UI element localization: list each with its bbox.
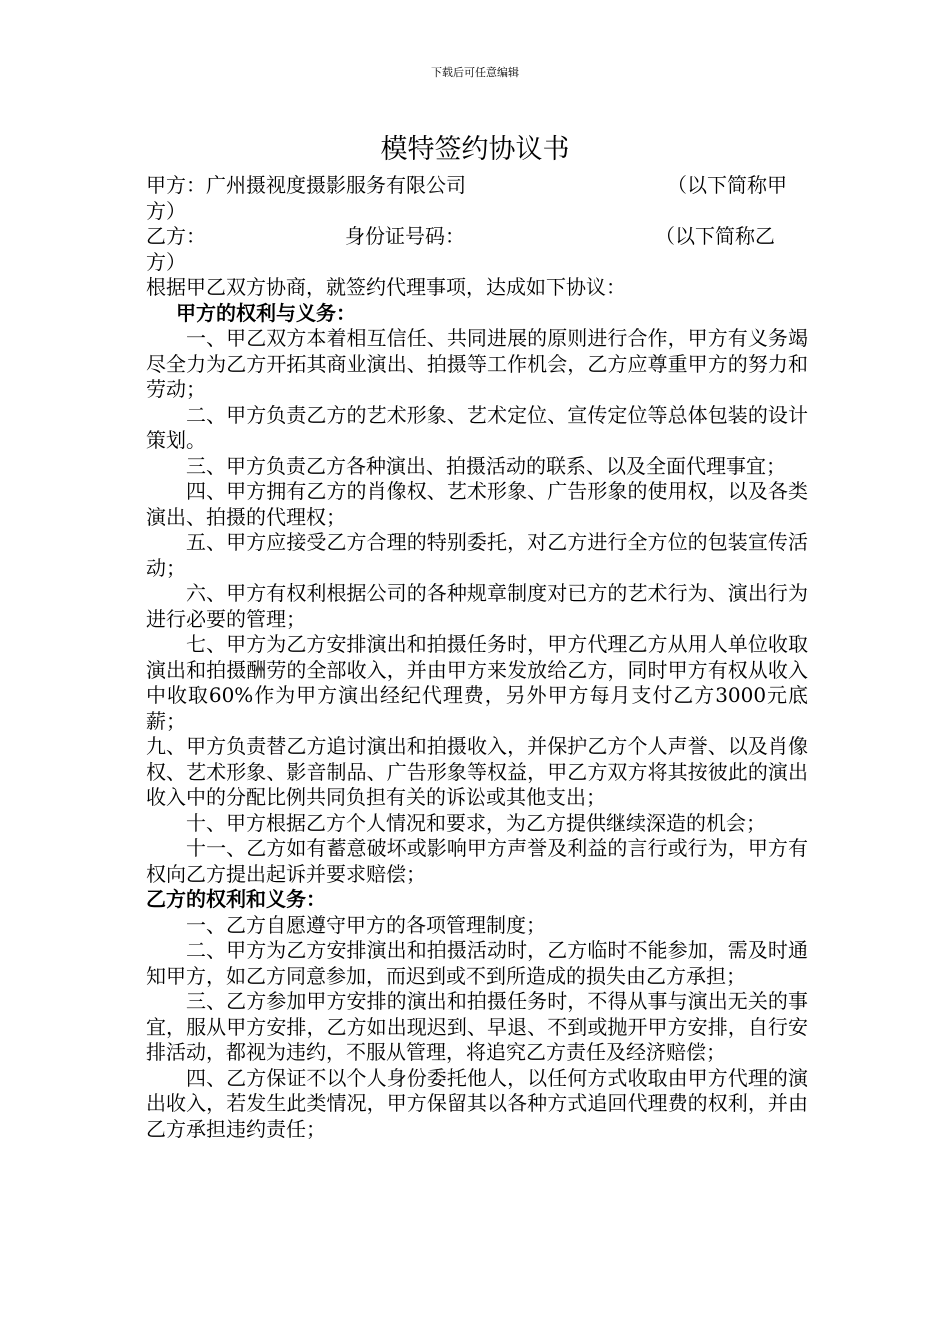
section-a-item: 七、甲方为乙方安排演出和拍摄任务时，甲方代理乙方从用人单位收取演出和拍摄酬劳的全部收入，并由甲方来发放给乙方，同时甲方有权从收入中收取60%作为甲方演出经纪代理费，另外甲方每月支付乙方3000元底薪； [146,632,808,733]
section-b-item: 四、乙方保证不以个人身份委托他人，以任何方式收取由甲方代理的演出收入，若发生此类情况，甲方保留其以各种方式追回代理费的权利，并由乙方承担违约责任； [146,1065,808,1141]
section-a-item-nine: 九、甲方负责替乙方追讨演出和拍摄收入，并保护乙方个人声誉、以及肖像权、艺术形象、影音制品、广告形象等权益，甲乙方双方将其按彼此的演出收入中的分配比例共同负担有关的诉讼或其他支出； [146,734,808,809]
document-body [146,173,808,1142]
section-a-item: 三、甲方负责乙方各种演出、拍摄活动的联系、以及全面代理事宜； [186,453,786,478]
section-a-item: 二、甲方负责乙方的艺术形象、艺术定位、宣传定位等总体包装的设计策划。 [146,402,808,452]
section-a-heading: 甲方的权利与义务： [176,300,356,325]
party-b-id-label: 身份证号码： [345,224,465,248]
section-b-item: 二、甲方为乙方安排演出和拍摄活动时，乙方临时不能参加，需及时通知甲方，如乙方同意参加，而迟到或不到所造成的损失由乙方承担； [146,938,808,988]
header-note: 下载后可任意编辑 [431,66,519,79]
party-b-abbr-end: 方） [146,249,186,274]
party-a-label: 甲方：广州摄视度摄影服务有限公司 [146,173,466,197]
party-a-line [146,173,808,224]
party-a-abbr-start: （以下简称甲 [667,173,787,197]
section-a-item: 五、甲方应接受乙方合理的特别委托，对乙方进行全方位的包装宣传活动； [146,530,808,580]
party-b-line [146,224,808,275]
section-a-item: 十、甲方根据乙方个人情况和要求，为乙方提供继续深造的机会； [186,810,766,835]
intro-paragraph: 根据甲乙双方协商，就签约代理事项，达成如下协议： [146,275,626,299]
section-b-heading: 乙方的权利和义务： [146,887,326,911]
party-b-label: 乙方： [146,224,206,248]
section-b-item: 一、乙方自愿遵守甲方的各项管理制度； [186,912,546,937]
party-a-abbr-end: 方） [146,198,186,223]
party-b-abbr-start: （以下简称乙 [655,224,775,248]
document-title: 模特签约协议书 [380,134,570,165]
section-b-item: 三、乙方参加甲方安排的演出和拍摄任务时，不得从事与演出无关的事宜，服从甲方安排，乙方如出现迟到、早退、不到或抛开甲方安排，自行安排活动，都视为违约，不服从管理，将追究乙方责任及经济赔偿； [146,989,808,1064]
section-a-item: 六、甲方有权利根据公司的各种规章制度对已方的艺术行为、演出行为进行必要的管理； [146,581,808,631]
section-a-item: 十一、乙方如有蓄意破坏或影响甲方声誉及利益的言行或行为，甲方有权向乙方提出起诉并要求赔偿； [146,836,808,886]
section-a-item: 一、甲乙双方本着相互信任、共同进展的原则进行合作，甲方有义务竭尽全力为乙方开拓其商业演出、拍摄等工作机会，乙方应尊重甲方的努力和劳动； [146,326,808,401]
section-a-item: 四、甲方拥有乙方的肖像权、艺术形象、广告形象的使用权，以及各类演出、拍摄的代理权； [146,479,808,529]
